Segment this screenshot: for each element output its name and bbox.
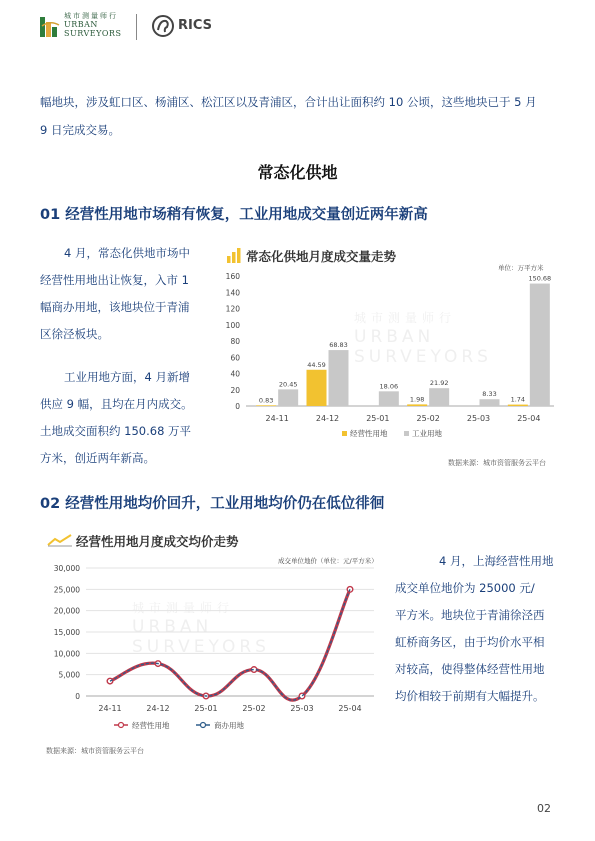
- section-title: 常态化供地: [257, 163, 338, 182]
- bar: [407, 404, 427, 406]
- chart2-title: 经营性用地月度成交均价走势: [76, 534, 239, 549]
- brand-name: [64, 13, 121, 38]
- y-tick-label: 5,000: [58, 670, 80, 680]
- para2-line: 供应 9 幅，且均在月内成交。: [40, 397, 193, 411]
- y-tick-label: 0: [235, 402, 240, 411]
- y-tick-label: 160: [225, 272, 240, 281]
- y-tick-label: 100: [225, 320, 240, 330]
- header-divider: [136, 14, 137, 40]
- bar-data-label: 0.83: [258, 396, 274, 405]
- para3-line: 平方米。地块位于青浦徐泾西: [395, 608, 545, 622]
- brand-cn: 城市测量师行: [64, 12, 118, 20]
- bar: [256, 405, 276, 406]
- paragraph-2: [40, 364, 210, 472]
- bar-data-label: 20.45: [278, 380, 298, 389]
- y-tick-label: 30,000: [53, 564, 80, 573]
- bar: [379, 391, 399, 406]
- bar-data-label: 44.59: [307, 360, 326, 369]
- intro-line-2: 9 日完成交易。: [40, 123, 120, 137]
- legend-swatch: [342, 431, 347, 436]
- x-tick-label: 25-03: [290, 704, 314, 713]
- x-tick-label: 25-02: [416, 414, 440, 423]
- bar-data-label: 18.06: [379, 382, 399, 391]
- paragraph-3: [395, 548, 563, 710]
- bar-data-label: 1.98: [409, 395, 425, 404]
- urban-surveyors-logo-icon: [40, 14, 62, 40]
- legend-swatch: [404, 431, 409, 436]
- intro-paragraph: [40, 88, 560, 144]
- bar: [530, 284, 550, 406]
- watermark-en-2: SURVEYORS: [354, 347, 492, 367]
- chart2-source: 数据来源：城市资管服务云平台: [46, 747, 144, 755]
- watermark-en-1: URBAN: [132, 617, 213, 637]
- price-line-chart: [44, 552, 384, 740]
- chart1-unit: 单位：万平方米: [498, 264, 544, 272]
- y-tick-label: 80: [230, 337, 240, 346]
- x-tick-label: 25-04: [517, 414, 541, 423]
- watermark-en-1: URBAN: [354, 327, 435, 347]
- bar-data-label: 8.33: [482, 390, 497, 399]
- page-header: [40, 10, 560, 46]
- legend-label: 商办用地: [214, 721, 244, 730]
- bar: [508, 405, 528, 406]
- chart1-title: 常态化供地月度成交量走势: [246, 249, 397, 264]
- bar-data-label: 150.68: [528, 274, 552, 283]
- para3-line: 4 月，上海经营性用地: [439, 554, 554, 568]
- bar: [278, 389, 298, 406]
- y-tick-label: 140: [225, 288, 240, 298]
- page-number: 02: [537, 802, 551, 815]
- bar-data-label: 68.83: [329, 341, 348, 350]
- para2-line: 工业用地方面，4 月新增: [64, 370, 190, 384]
- chart1-source: 数据来源：城市资管服务云平台: [448, 459, 546, 467]
- heading-01: 01 经营性用地市场稍有恢复，工业用地成交量创近两年新高: [40, 207, 428, 223]
- paragraph-1: [40, 240, 210, 348]
- para2-line: 方米，创近两年新高。: [40, 451, 155, 465]
- y-tick-label: 60: [230, 353, 240, 363]
- bar: [307, 370, 327, 406]
- para1-line: 幅商办用地，该地块位于青浦: [40, 300, 190, 314]
- legend-label: 工业用地: [412, 429, 442, 438]
- bar: [429, 388, 449, 406]
- para3-line: 均价相较于前期有大幅提升。: [395, 689, 545, 703]
- volume-bar-chart: [224, 266, 564, 446]
- data-point: [347, 587, 353, 593]
- watermark-cn: 城市测量师行: [354, 311, 457, 325]
- brand-en-1: URBAN: [64, 20, 98, 29]
- bar-data-label: 21.92: [429, 379, 449, 388]
- watermark-cn: 城市测量师行: [132, 601, 235, 615]
- y-tick-label: 40: [230, 369, 240, 379]
- x-tick-label: 24-11: [98, 704, 122, 713]
- line-chart-icon: [47, 533, 73, 547]
- watermark: [354, 310, 492, 367]
- rics-logo-text: RICS: [178, 18, 212, 33]
- y-tick-label: 0: [75, 692, 80, 701]
- heading-02: 02 经营性用地均价回升，工业用地均价仍在低位徘徊: [40, 496, 385, 512]
- y-tick-label: 20: [230, 385, 240, 395]
- para3-line: 虹桥商务区，由于均价水平相: [395, 635, 545, 649]
- para3-line: 对较高，使得整体经营性用地: [395, 662, 545, 676]
- bar: [480, 399, 500, 406]
- legend-label: 经营性用地: [350, 429, 388, 438]
- para1-line: 4 月，常态化供地市场中: [64, 246, 190, 260]
- y-tick-label: 120: [225, 304, 240, 314]
- x-tick-label: 25-01: [366, 414, 390, 423]
- bar-data-label: 1.74: [510, 395, 526, 404]
- y-tick-label: 15,000: [53, 628, 80, 637]
- y-tick-label: 25,000: [53, 585, 80, 595]
- intro-line-1: 幅地块，涉及虹口区、杨浦区、松江区以及青浦区，合计出让面积约 10 公顷，这些地块已于 5 月: [40, 95, 537, 109]
- x-tick-label: 25-02: [242, 704, 266, 713]
- x-tick-label: 24-11: [265, 414, 289, 423]
- para1-line: 经营性用地出让恢复，入市 1: [40, 273, 189, 287]
- chart2-unit: 成交单位地价（单位：元/平方米）: [278, 557, 378, 565]
- para3-line: 成交单位地价为 25000 元/: [395, 581, 535, 595]
- bar: [329, 350, 349, 406]
- x-tick-label: 24-12: [315, 414, 340, 423]
- para1-line: 区徐泾板块。: [40, 327, 109, 341]
- y-tick-label: 20,000: [53, 606, 80, 616]
- x-tick-label: 25-01: [194, 704, 218, 713]
- bar-chart-icon: [226, 247, 242, 263]
- x-tick-label: 25-04: [338, 704, 362, 713]
- legend-marker: [201, 723, 206, 728]
- watermark: [132, 600, 270, 657]
- y-tick-label: 10,000: [53, 649, 80, 659]
- x-tick-label: 25-03: [466, 414, 491, 423]
- legend-label: 经营性用地: [132, 721, 170, 730]
- legend-marker: [119, 723, 124, 728]
- rics-lion-icon: [152, 14, 174, 38]
- brand-en-2: SURVEYORS: [64, 29, 122, 38]
- para2-line: 土地成交面积约 150.68 万平: [40, 424, 192, 438]
- watermark-en-2: SURVEYORS: [132, 637, 270, 657]
- x-tick-label: 24-12: [146, 704, 170, 713]
